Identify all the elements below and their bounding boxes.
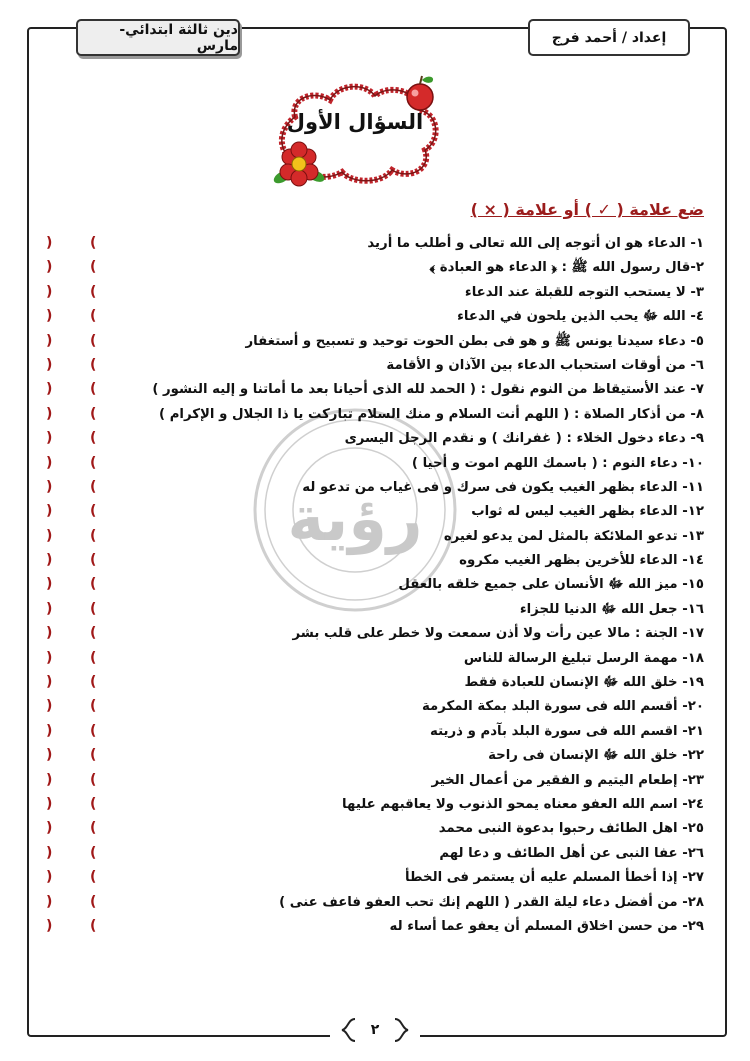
question-row	[40, 866, 708, 890]
instruction-heading: ضع علامة ( ✓ ) أو علامة ( × )	[470, 200, 704, 219]
answer-paren-close[interactable]: )	[46, 308, 53, 325]
question-text: ١٩- خلق الله ﷻ الإنسان للعبادة فقط	[464, 675, 704, 691]
answer-paren-open[interactable]: (	[90, 503, 97, 520]
page-number: ٢	[370, 1022, 380, 1038]
question-row	[40, 598, 708, 622]
answer-paren-open[interactable]: (	[90, 820, 97, 837]
question-text: ١٠- دعاء النوم : ( باسمك اللهم اموت و أحيا )	[411, 455, 704, 471]
question-text: ٢-قال رسول الله ﷺ : ﴿ الدعاء هو العبادة ﴾	[429, 260, 704, 276]
answer-paren-open[interactable]: (	[90, 893, 97, 910]
answer-paren-open[interactable]: (	[90, 844, 97, 861]
answer-paren-close[interactable]: )	[46, 430, 53, 447]
question-row	[40, 695, 708, 719]
section-title-cloud	[260, 72, 450, 192]
answer-paren-open[interactable]: (	[90, 649, 97, 666]
question-row	[40, 281, 708, 305]
answer-paren-close[interactable]: )	[46, 674, 53, 691]
subject-label: دين ثالثة ابتدائي- مارس	[76, 19, 240, 56]
answer-paren-close[interactable]: )	[46, 722, 53, 739]
question-row	[40, 525, 708, 549]
question-row	[40, 842, 708, 866]
answer-paren-close[interactable]: )	[46, 820, 53, 837]
answer-paren-open[interactable]: (	[90, 454, 97, 471]
question-text: ٨- من أذكار الصلاة : ( اللهم أنت السلام و منك السلام تباركت يا ذا الجلال و الإكرام )	[158, 406, 704, 422]
question-text: ١٢- الدعاء بظهر الغيب ليس له ثواب	[471, 504, 704, 520]
answer-paren-open[interactable]: (	[90, 747, 97, 764]
question-text: ١٣- تدعو الملائكة بالمثل لمن يدعو لغيره	[443, 528, 704, 544]
answer-paren-open[interactable]: (	[90, 235, 97, 251]
question-row	[40, 378, 708, 402]
answer-paren-close[interactable]: )	[46, 454, 53, 471]
page-number-box	[330, 1015, 420, 1045]
question-row	[40, 769, 708, 793]
answer-paren-open[interactable]: (	[90, 405, 97, 422]
question-text: ٢٨- من أفضل دعاء ليلة القدر ( اللهم إنك تحب العفو فاعف عنى )	[279, 894, 704, 910]
answer-paren-close[interactable]: )	[46, 698, 53, 715]
question-text: ٢٦- عفا النبى عن أهل الطائف و دعا لهم	[439, 845, 704, 861]
question-text: ٦- من أوقات استحباب الدعاء بين الآذان و الأقامة	[386, 357, 704, 373]
question-text: ٢٥- اهل الطائف رحبوا بدعوة النبى محمد	[438, 821, 704, 837]
answer-paren-open[interactable]: (	[90, 478, 97, 495]
answer-paren-close[interactable]: )	[46, 795, 53, 812]
answer-paren-close[interactable]: )	[46, 747, 53, 764]
question-text: ٢١- اقسم الله فى سورة البلد بآدم و ذريته	[430, 723, 704, 739]
answer-paren-close[interactable]: )	[46, 649, 53, 666]
answer-paren-close[interactable]: )	[46, 917, 53, 934]
question-text: ٩- دعاء دخول الخلاء : ( غفرانك ) و نقدم الرجل اليسرى	[344, 431, 704, 447]
question-row	[40, 744, 708, 768]
answer-paren-open[interactable]: (	[90, 381, 97, 398]
question-row	[40, 232, 708, 256]
question-row	[40, 793, 708, 817]
answer-paren-open[interactable]: (	[90, 332, 97, 349]
question-row	[40, 354, 708, 378]
answer-paren-open[interactable]: (	[90, 308, 97, 325]
answer-paren-close[interactable]: )	[46, 576, 53, 593]
question-row	[40, 427, 708, 451]
answer-paren-open[interactable]: (	[90, 869, 97, 886]
answer-paren-close[interactable]: )	[46, 527, 53, 544]
question-text: ٢٤- اسم الله العفو معناه يمحو الذنوب ولا يعاقبهم عليها	[342, 796, 704, 812]
answer-paren-close[interactable]: )	[46, 332, 53, 349]
question-text: ٥- دعاء سيدنا يونس ﷺ و هو فى بطن الحوت توحيد و تسبيح و أستغفار	[245, 333, 704, 349]
answer-paren-open[interactable]: (	[90, 625, 97, 642]
answer-paren-open[interactable]: (	[90, 430, 97, 447]
question-row	[40, 256, 708, 280]
answer-paren-open[interactable]: (	[90, 259, 97, 276]
question-text: ١٨- مهمة الرسل تبليغ الرسالة للناس	[463, 650, 704, 666]
question-text: ٢٢- خلق الله ﷻ الإنسان فى راحة	[488, 748, 704, 764]
answer-paren-open[interactable]: (	[90, 527, 97, 544]
answer-paren-close[interactable]: )	[46, 283, 53, 300]
answer-paren-close[interactable]: )	[46, 625, 53, 642]
question-row	[40, 915, 708, 939]
answer-paren-close[interactable]: )	[46, 259, 53, 276]
question-row	[40, 305, 708, 329]
question-row	[40, 500, 708, 524]
question-row	[40, 671, 708, 695]
answer-paren-close[interactable]: )	[46, 893, 53, 910]
stamp-text: رؤية	[287, 482, 423, 555]
question-text: ١٦- جعل الله ﷻ الدنيا للجزاء	[519, 601, 704, 617]
answer-paren-open[interactable]: (	[90, 722, 97, 739]
answer-paren-close[interactable]: )	[46, 478, 53, 495]
answer-paren-open[interactable]: (	[90, 576, 97, 593]
answer-paren-close[interactable]: )	[46, 771, 53, 788]
question-text: ١٧- الجنة : مالا عين رأت ولا أذن سمعت ولا خطر على قلب بشر	[292, 626, 704, 642]
question-row	[40, 330, 708, 354]
question-text: ١٥- ميز الله ﷻ الأنسان على جميع خلقه بالعقل	[398, 577, 704, 593]
answer-paren-open[interactable]: (	[90, 283, 97, 300]
question-row	[40, 573, 708, 597]
answer-paren-close[interactable]: )	[46, 405, 53, 422]
question-text: ١- الدعاء هو ان أتوجه إلى الله تعالى و أطلب ما أريد	[367, 236, 704, 251]
question-text: ٢٣- إطعام اليتيم و الفقير من أعمال الخير	[431, 772, 704, 788]
answer-paren-open[interactable]: (	[90, 600, 97, 617]
question-row	[40, 476, 708, 500]
question-row	[40, 622, 708, 646]
answer-paren-open[interactable]: (	[90, 674, 97, 691]
question-list	[40, 232, 708, 939]
answer-paren-open[interactable]: (	[90, 698, 97, 715]
answer-paren-close[interactable]: )	[46, 600, 53, 617]
question-text: ١١- الدعاء بظهر الغيب يكون فى سرك و فى غياب من تدعو له	[302, 479, 704, 495]
question-row	[40, 817, 708, 841]
answer-paren-open[interactable]: (	[90, 795, 97, 812]
question-row	[40, 720, 708, 744]
question-text: ٢٩- من حسن اخلاق المسلم أن يعفو عما أساء له	[389, 918, 704, 934]
answer-paren-close[interactable]: )	[46, 356, 53, 373]
question-text: ٢٠- أقسم الله فى سورة البلد بمكة المكرمة	[421, 699, 704, 715]
question-text: ٧- عند الأستيقاظ من النوم نقول : ( الحمد لله الذى أحيانا بعد ما أماتنا و إليه النشور )	[152, 382, 704, 398]
question-row	[40, 647, 708, 671]
question-text: ١٤- الدعاء للأخرين بظهر الغيب مكروه	[459, 553, 704, 569]
author-label: إعداد / أحمد فرج	[528, 19, 690, 56]
answer-paren-close[interactable]: )	[46, 503, 53, 520]
answer-paren-open[interactable]: (	[90, 356, 97, 373]
answer-paren-close[interactable]: )	[46, 869, 53, 886]
question-row	[40, 452, 708, 476]
question-text: ٢٧- إذا أخطأ المسلم عليه أن يستمر فى الخطأ	[405, 870, 704, 886]
section-title: السؤال الأول	[286, 110, 424, 134]
answer-paren-close[interactable]: )	[46, 552, 53, 569]
question-row	[40, 403, 708, 427]
apple-icon	[407, 76, 433, 110]
question-row	[40, 549, 708, 573]
question-row	[40, 891, 708, 915]
answer-paren-open[interactable]: (	[90, 917, 97, 934]
answer-paren-open[interactable]: (	[90, 771, 97, 788]
question-text: ٤- الله ﷻ يحب الذين يلحون في الدعاء	[457, 309, 704, 325]
answer-paren-open[interactable]: (	[90, 552, 97, 569]
answer-paren-close[interactable]: )	[46, 235, 53, 251]
answer-paren-close[interactable]: )	[46, 381, 53, 398]
question-text: ٣- لا يستحب التوجه للقبلة عند الدعاء	[464, 284, 704, 300]
answer-paren-close[interactable]: )	[46, 844, 53, 861]
